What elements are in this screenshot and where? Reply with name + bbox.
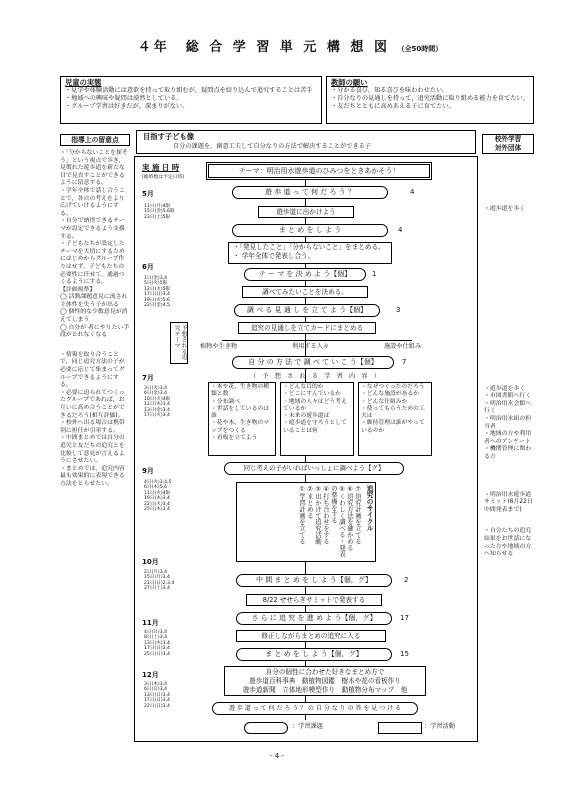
section-heading: （ 予 想 さ れ る 学 習 内 容 ）	[250, 373, 380, 380]
hours: 4	[410, 188, 415, 196]
cycle-step: ①学習計画を立てる	[298, 485, 306, 545]
content-col: ・なぜつくったのだろう ・どんな施設があるか ・どんな仕組みか ・使ってもらうための工夫は ・維持管理は誰がやっているのか	[358, 382, 432, 456]
right-note: ・明治用水遊歩道サミット(6月22日中間発表まで)	[484, 491, 533, 513]
left-note: ・校外へ出る場合は携帯別に担任が引率する。	[60, 420, 125, 434]
theme-box: テーマ：明治用水遊歩道のひみつをときあかそう！	[206, 162, 432, 180]
cycle-step: ④打ち合わせをする	[322, 485, 330, 545]
month-label: 6月	[142, 263, 154, 271]
legend-label: ：学習活動	[424, 723, 455, 730]
right-notes	[484, 158, 534, 559]
hours: 15	[400, 650, 409, 658]
date-block: 2日(月)3,4 15日(月)3,4 21日(日)2,3,4 27日(土)3,4	[144, 570, 175, 592]
step-oval: 遊 歩 道 っ て 何 だ ろ う ？	[232, 186, 388, 199]
hours: 7	[402, 358, 407, 366]
left-note: ・情報を取り合うことで，同じ追究方法の子が必要に応じて集まってグループできるようにする。	[60, 351, 125, 389]
content-col: ・どんな目的か ・どこにすんでいるか ・地域の人々はどう考えているか ・未来の遊歩道は ・遊歩道を守ろうとしていることは何	[280, 382, 354, 456]
step-text: ・ 学年全体で発表し合う。	[233, 252, 315, 260]
right-note: ・遊歩道を歩く	[484, 385, 526, 392]
cycle-box	[236, 482, 376, 562]
date-block: 1日(金)3,4 5日(火)5限 12日(火)5限 17日(日)3,4 19日(火)5,6 22日(金)4,5	[144, 276, 171, 309]
jidou-box	[60, 76, 322, 124]
left-header: 指導上の留意点	[60, 134, 130, 146]
month-label: 12月	[142, 671, 159, 679]
step-oval: ま と め を し よ う【個，グ】	[236, 648, 392, 661]
month-label: 7月	[142, 374, 154, 382]
left-eval: ◯ 活動課題意見に流され主体性を失う子が出る	[60, 294, 128, 308]
page-title: ４年 総 合 学 習 単 元 構 想 図 （全50時間）	[137, 40, 443, 55]
cat-label: 利用する人々	[292, 343, 330, 350]
cat-label: 植物や生き物	[200, 343, 238, 350]
cycle-step: ③出かけて追究活動	[314, 485, 322, 545]
right-note: ・自分たちの追究結果をお世話になった方や地域の方へ知らせる	[484, 528, 532, 558]
month-label: 11月	[142, 619, 159, 627]
right-note: ・市図書館へ行く	[484, 393, 532, 400]
hours: 3	[396, 306, 401, 314]
mezasu-text: 自分の課題を，創意工夫して自分なりの方法で解決することができる子	[173, 143, 371, 150]
right-header: 校外学習 対外団体	[482, 134, 534, 154]
kyoshi-item: ・分かる喜び，知る喜びを味わわせたい。	[331, 87, 449, 94]
kyoshi-box	[326, 76, 534, 124]
side-label: 予想される追究テーマ	[170, 322, 188, 364]
right-note: ・機関管理に関わる方	[484, 446, 532, 460]
step-oval: 同じ考えの子がいればいっしょに調べよう【グ】	[224, 462, 404, 475]
step-rect: 調べてみたいことを決める。	[242, 286, 368, 298]
step-oval: ま と め を し よ う	[232, 224, 388, 237]
hours: 2	[404, 576, 409, 584]
step-rect: 自分の個性に合わせた好きなまとめ方で 遊歩道百科事典 動植物図鑑 樹木や花の看板作り 遊歩道新聞 立体地形模型作り 動植物分布マップ 他	[224, 666, 426, 696]
left-note: ・学年全体で話し合うことで，各自の考えをより広げていけるようにする。	[60, 187, 125, 217]
step-rect	[228, 242, 392, 264]
hours: 1	[372, 270, 377, 278]
step-rect: 追究の見通しを立てカードにまとめる	[238, 322, 376, 334]
jidou-item: ・グループ学習は好きだが，深まりがない。	[65, 103, 189, 111]
step-rect: 遊歩道に出かけよう	[258, 206, 354, 218]
page-number: - 4 -	[270, 752, 284, 760]
left-note: ・子どもたちが設定したテーマを大切にするためにはじめからグループ作りはせず，子どもたちの必要性に任せて，通過つくるようにする。	[60, 241, 125, 286]
left-note: ・「分からないことを探そう」という視点で歩き，見慣れた遊歩道を新たな目で見直すことができるように留意する。	[60, 150, 128, 187]
legend-oval	[244, 722, 288, 734]
cycle-step: ⑦追究計画を立てる	[354, 485, 362, 545]
left-eval: ◯ 自分が 者にやりたい手段がとれなくなる	[60, 324, 130, 339]
kyoshi-item: ・自分なりの見通しを持って，追究活動に取り組める能力を育てたい。	[331, 95, 529, 103]
hours: 17	[400, 614, 409, 622]
mezasu-box	[136, 130, 476, 154]
branch-line	[222, 340, 412, 341]
step-oval: 中 間 ま と め を し よ う【個，グ】	[236, 574, 392, 587]
cat-label: 施設や仕組み	[384, 343, 422, 350]
right-note: ・明治用水会館へ行く	[484, 400, 532, 415]
step-oval: テ ー マ を 決 め よ う【個】	[244, 268, 366, 281]
left-note: ・必要に迫られてつくったグループであれば，お互いに高め合うことができるだろう(相互評価)。	[60, 389, 125, 419]
left-note: ・自分で納得できるテーマが設定できるよう支援する。	[60, 218, 125, 240]
date-block: 4日(日)3,4 8日(土)3,4 13日(木)3,4 17日(日)3,4 25日(日)3,4	[144, 630, 170, 657]
step-oval: 自 分 の 方 法 で 調 べ て い こ う【個】	[232, 356, 394, 369]
jidou-label: 児童の実態	[65, 78, 102, 87]
month-label: 10月	[142, 558, 159, 566]
right-note: ・地域の方や利用者へのアンケート	[484, 431, 532, 445]
date-block: 3日(木)3,4 6日(日)3,4 13日(日)3,4 17日(日)3,4 22日(日)3,4	[144, 682, 170, 709]
legend-label: ：学習課題	[292, 723, 323, 730]
cycle-step: ⑤くわしく調べる・発表の準備をする	[330, 485, 346, 557]
left-note: ・まとめでは，追究内容最も効果的に表現できる方法をとらせたい。	[60, 465, 125, 487]
mezasu-label: 目指す子ども像	[143, 132, 195, 141]
right-note: ・遊歩道を歩く	[484, 206, 526, 212]
content-col: ・木や花，生き物の種類と数 ・分布調べ ・世話をしているのは誰 ・花や木，生き物のマップをつくる ・看板を立てよう	[208, 382, 276, 456]
date-block: 11日(月)4限 15日(金)5,6限 23日(土)5限	[144, 204, 175, 220]
step-text: ・「発見したこと」「分からないこと」をまとめる。	[233, 243, 385, 251]
jidou-item: ・見学や体験活動には意欲を持って取り組むが，疑問点を絞り込んで追究することは苦手	[65, 87, 313, 94]
jidou-item: ・地域への興味や疑問は漠然としている。	[65, 95, 183, 103]
hours: 4	[398, 226, 403, 234]
legend-rect	[378, 722, 422, 734]
step-rect: 修正しながらまとめの追究に入る	[236, 630, 386, 642]
step-rect: 8/22 せせらぎサミットで発表する	[246, 594, 382, 606]
cycle-label: 追究のサイクル	[365, 485, 373, 532]
step-oval: さ ら に 追 究 を 進 め よ う【個，グ】	[236, 612, 392, 625]
kyoshi-item: ・友だちとともに高めあえる子に育てたい。	[331, 103, 455, 111]
date-block: 3日(火)3,4 6日(金)3,4 10日(火)4限 12日(木)3,4 13日(金)3,4 17日(火)3,4	[144, 386, 171, 419]
cycle-step: ②まとめる	[306, 485, 314, 519]
step-oval: 遊 歩 道 っ て 何 だ ろ う ？ の 自 分 な り の 答 を 見 つ け る	[212, 702, 418, 715]
date-block: 4日(火)3,4,5 6日(木)5,6 11日(火)4限 19日(木)3,4 22日(火)3,4 25日(木)3,4	[144, 480, 172, 513]
month-label: 5月	[142, 190, 154, 198]
left-eval-label: 【評価規準】	[60, 286, 96, 293]
left-eval: ◯ 個性的な少数意見が消えてしまう	[60, 309, 128, 324]
right-note: ・明治用水組の担当者	[484, 415, 532, 430]
cycle-step: ⑥追究方法を確かめる	[346, 485, 354, 551]
month-label: 9月	[142, 467, 154, 475]
step-oval: 調 べ る 見 通 し を 立 て よ う【個】	[234, 304, 380, 317]
left-notes-box	[60, 150, 130, 738]
kyoshi-label: 教師の願い	[331, 78, 368, 87]
left-note: ・中間まとめでは自分の追究と友だちの追究とを比較して意見が言えるようにさせたい。	[60, 435, 125, 465]
nittei-header: 実 施 日 時 (総時数は予定日時)	[142, 163, 185, 180]
